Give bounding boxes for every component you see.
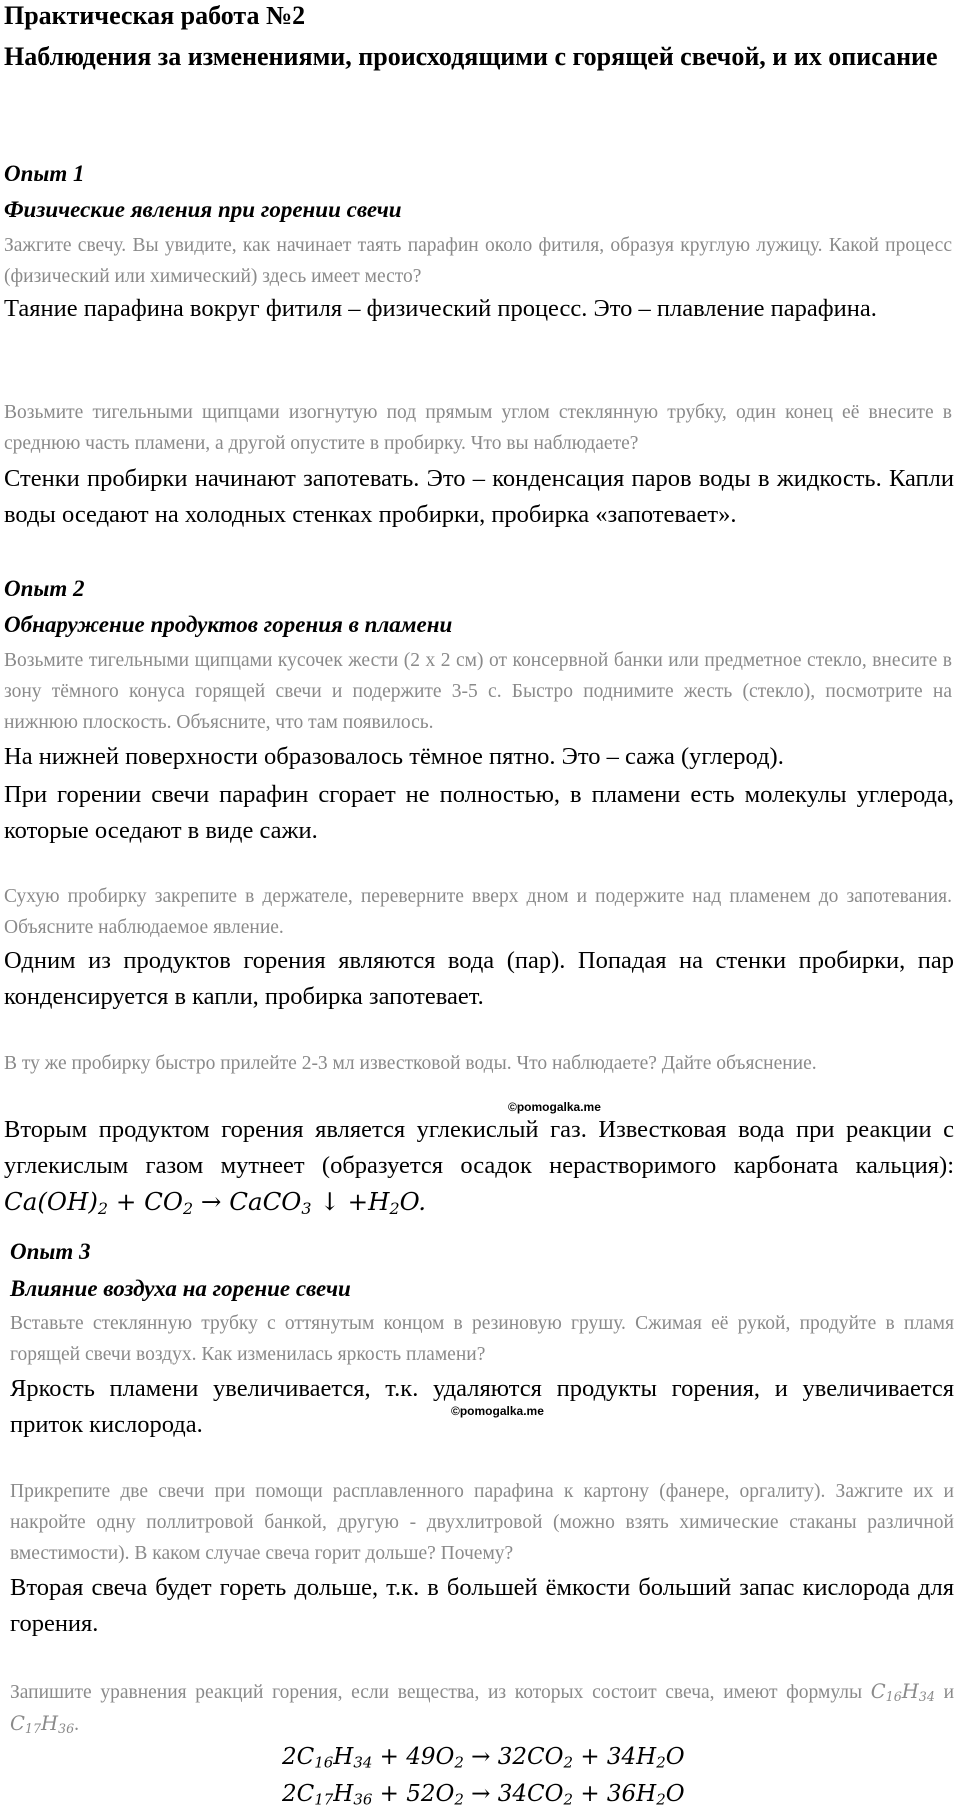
exp3-question-2: Прикрепите две свечи при помощи расплавленного парафина к картону (фанере, оргалиту). Зажгите их и накройте одну поллитровой банкой, другую - двухлитровой (можно взять химические стаканы различной вместимости). В каком случае свеча горит дольше? Почему? xyxy=(10,1481,954,1564)
document-title: Практическая работа №2 xyxy=(4,1,306,30)
exp1-question-1: Зажгите свечу. Вы увидите, как начинает таять парафин около фитиля, образуя круглую лужицу. Какой процесс (физический или химический) здесь имеет место? xyxy=(4,235,952,287)
exp2-question-1: Возьмите тигельными щипцами кусочек жести (2 х 2 см) от консервной банки или предметное стекло, внесите в зону тёмного конуса горящей свечи и подержите 3-5 с. Быстро поднимите жесть (стекло), посмотрите на нижнюю плоскость. Объясните, что там появилось. xyxy=(4,650,952,733)
exp3-answer-1: Яркость пламени увеличивается, т.к. удаляются продукты горения, и увеличивается приток кислорода. xyxy=(10,1375,954,1438)
formula-c17h36: $C_{17}H_{36}$ xyxy=(10,1712,75,1737)
exp2-question-2: Сухую пробирку закрепите в держателе, переверните вверх дном и подержите над пламенем до запотевания. Объясните наблюдаемое явление. xyxy=(4,886,952,938)
exp2-answer-1a: На нижней поверхности образовалось тёмное пятно. Это – сажа (углерод). xyxy=(4,743,784,770)
exp2-answer-2: Одним из продуктов горения являются вода (пар). Попадая на стенки пробирки, пар конденсируется в капли, пробирка запотевает. xyxy=(4,947,954,1010)
formula-c16h34: $C_{16}H_{34}$ xyxy=(870,1680,935,1705)
watermark: ©pomogalka.me xyxy=(451,1404,544,1418)
combustion-equation-c16: $2C_{16}H_{34} + 49O_2 \to 32CO_2 + 34H_2O$ xyxy=(282,1744,685,1772)
exp3-question-1: Вставьте стеклянную трубку с оттянутым концом в резиновую грушу. Сжимая её рукой, продуйте в пламя горящей свечи воздух. Как изменилась яркость пламени? xyxy=(10,1313,954,1365)
exp2-answer-3-text: Вторым продуктом горения является углекислый газ. Известковая вода при реакции с углекислым газом мутнеет (образуется осадок нерастворимого карбоната кальция): xyxy=(4,1116,954,1179)
exp1-label: Опыт 1 xyxy=(4,161,85,186)
exp3-question-3-and: и xyxy=(934,1682,955,1703)
exp1-answer-2: Стенки пробирки начинают запотевать. Это – конденсация паров воды в жидкость. Капли воды оседают на холодных стенках пробирки, пробирка «запотевает». xyxy=(4,465,954,528)
exp1-answer-1: Таяние парафина вокруг фитиля – физический процесс. Это – плавление парафина. xyxy=(4,295,877,322)
exp3-heading: Влияние воздуха на горение свечи xyxy=(10,1276,351,1301)
exp2-heading: Обнаружение продуктов горения в пламени xyxy=(4,612,453,637)
exp3-question-3: Запишите уравнения реакций горения, если вещества, из которых состоит свеча, имеют формулы $C_{16}H_{34}$ и $C_{17}H_{36}$. xyxy=(10,1680,955,1737)
exp2-label: Опыт 2 xyxy=(4,576,85,601)
exp2-answer-3 xyxy=(4,1112,954,1221)
combustion-equation-c17: $2C_{17}H_{36} + 52O_2 \to 34CO_2 + 36H_2O$ xyxy=(282,1781,685,1809)
exp1-heading: Физические явления при горении свечи xyxy=(4,197,402,222)
exp3-question-3-text: Запишите уравнения реакций горения, если вещества, из которых состоит свеча, имеют формулы xyxy=(10,1682,871,1703)
document-subtitle: Наблюдения за изменениями, происходящими с горящей свечой, и их описание xyxy=(4,42,938,71)
exp2-question-3: В ту же пробирку быстро прилейте 2-3 мл известковой воды. Что наблюдаете? Дайте объяснение. xyxy=(4,1053,817,1074)
exp1-question-2: Возьмите тигельными щипцами изогнутую под прямым углом стеклянную трубку, один конец её внесите в среднюю часть пламени, а другой опустите в пробирку. Что вы наблюдаете? xyxy=(4,402,952,454)
exp3-label: Опыт 3 xyxy=(10,1239,91,1264)
watermark: ©pomogalka.me xyxy=(508,1100,601,1114)
lime-water-equation: $Ca(OH)_2 + CO_2$ → CaCO$_3$ ↓ $+H_2O$. xyxy=(4,1187,427,1218)
exp2-answer-1b: При горении свечи парафин сгорает не полностью, в пламени есть молекулы углерода, которые оседают в виде сажи. xyxy=(4,781,954,844)
exp3-answer-2: Вторая свеча будет гореть дольше, т.к. в большей ёмкости больший запас кислорода для горения. xyxy=(10,1574,954,1637)
